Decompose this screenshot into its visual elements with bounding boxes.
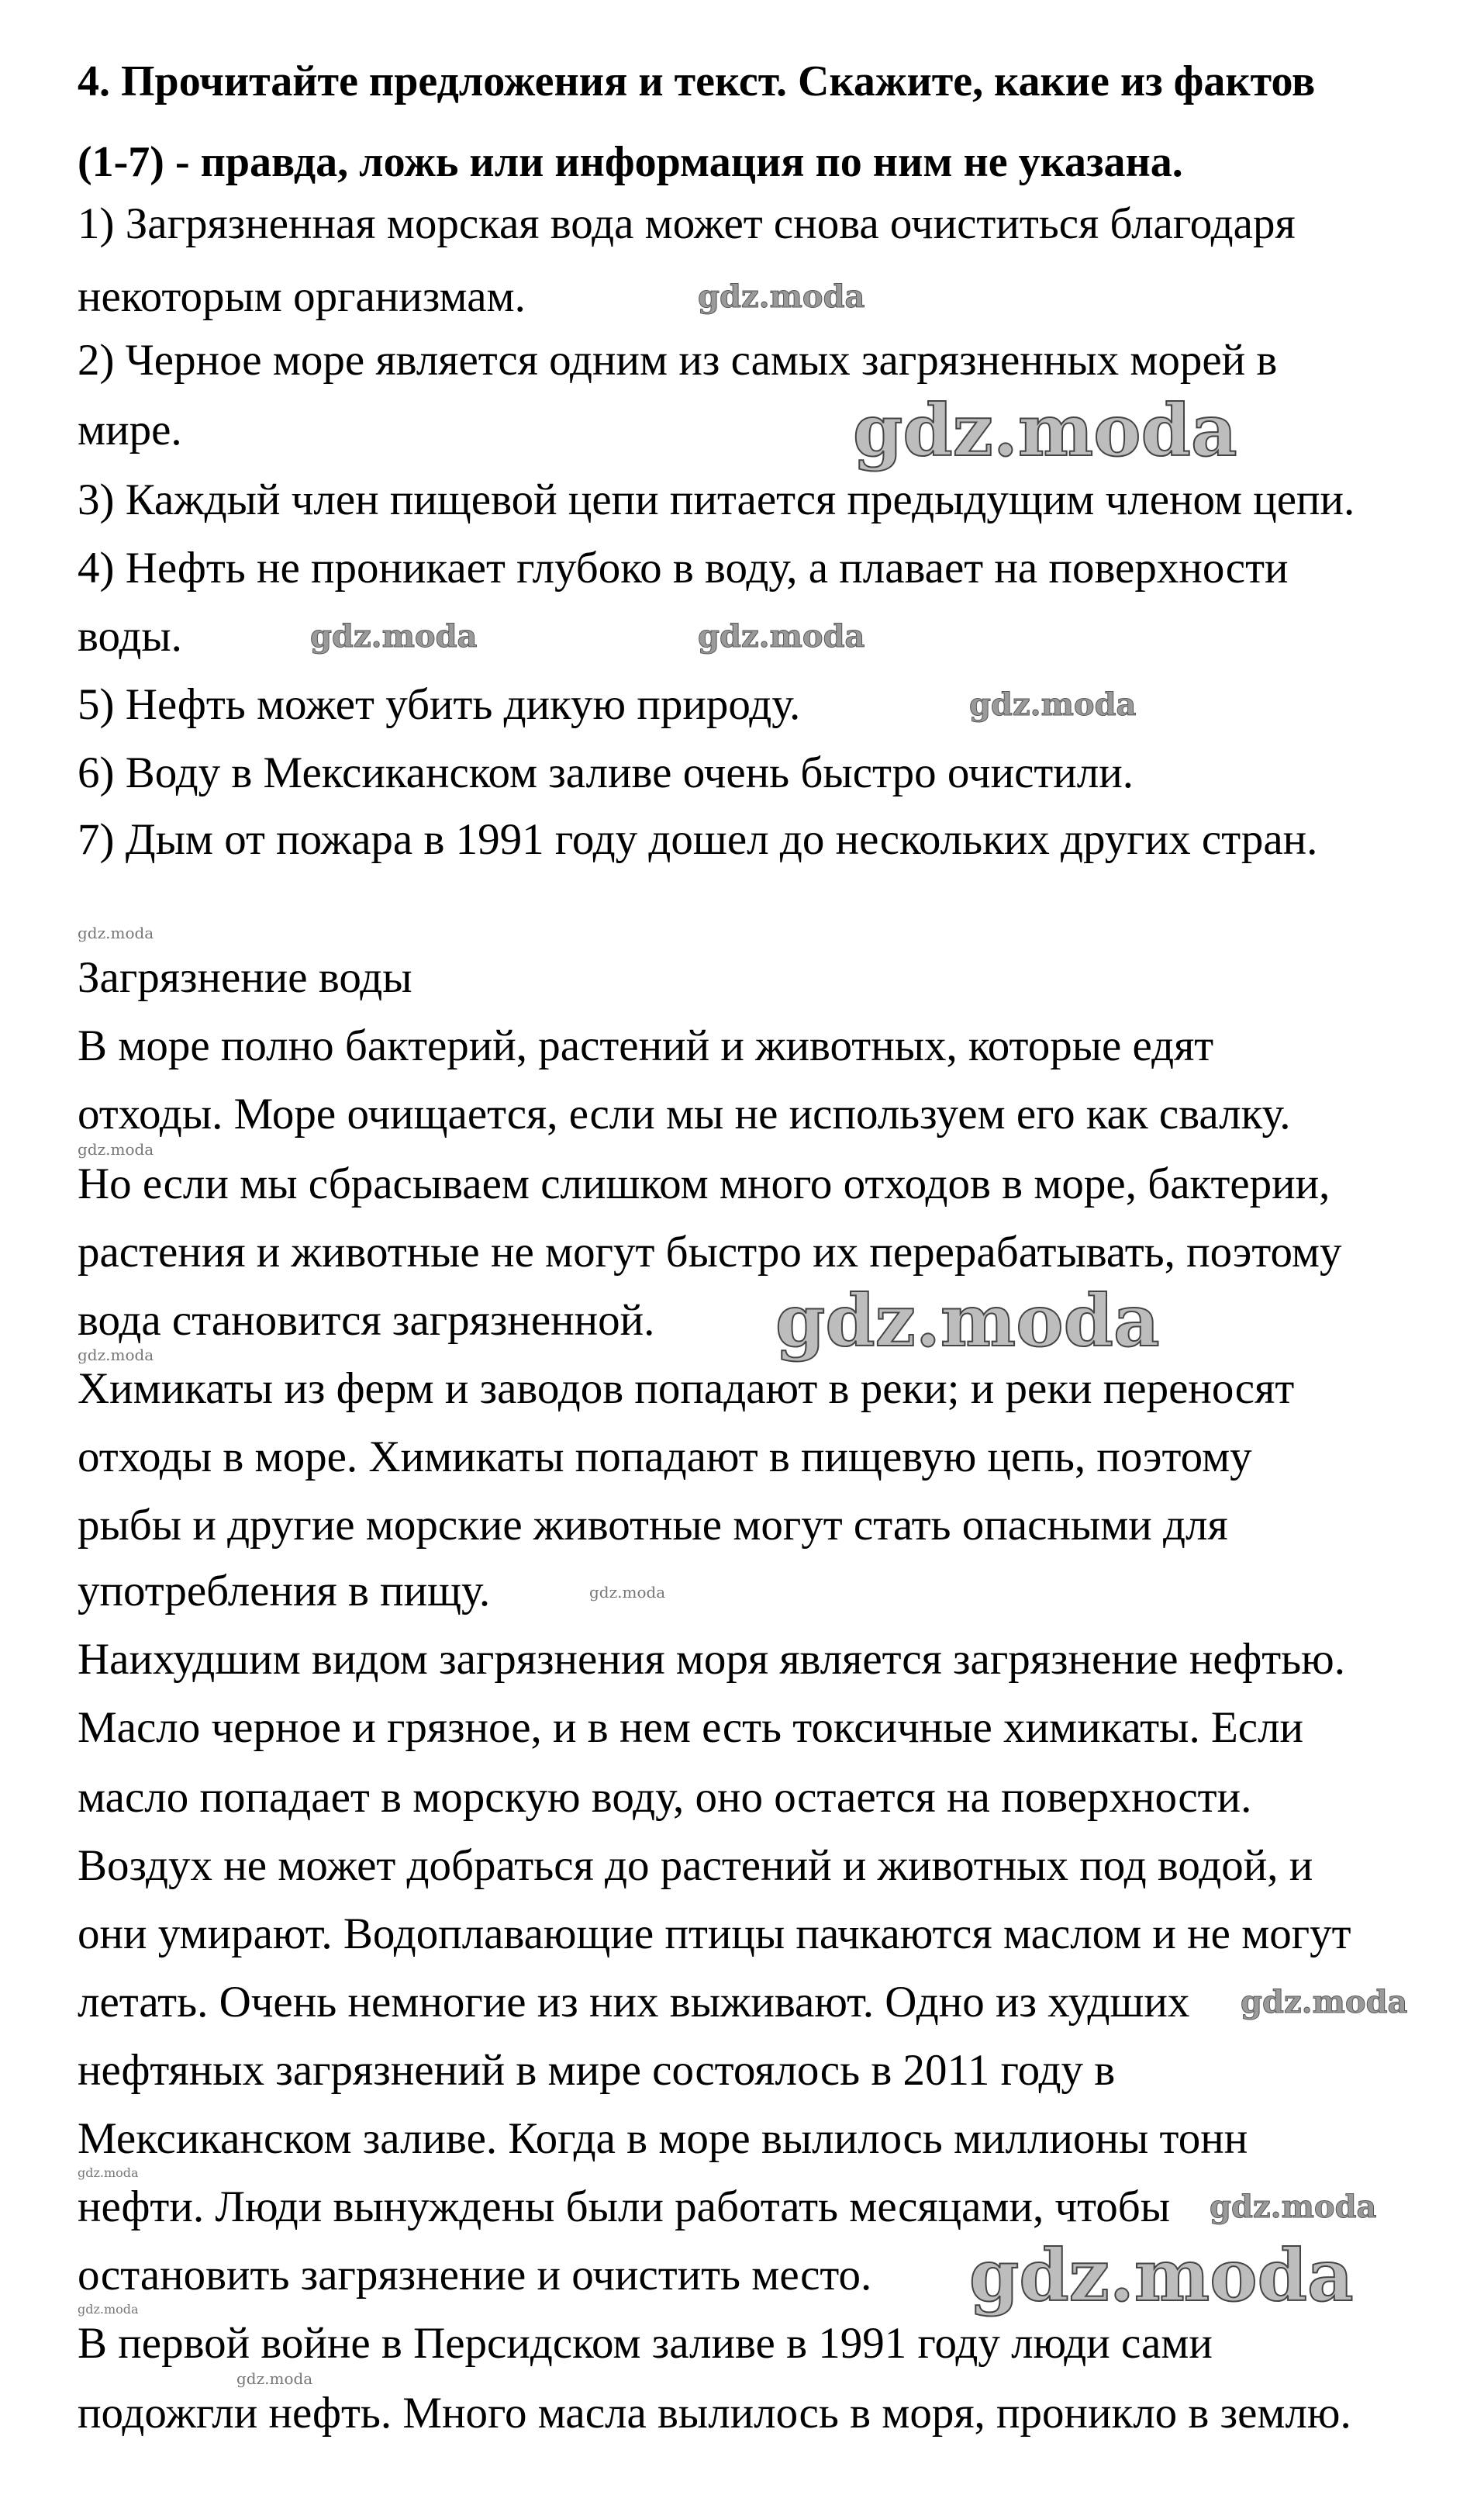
text-line: Мексиканском заливе. Когда в море вылилось миллионы тонн xyxy=(78,2114,1248,2163)
statement-line: 6) Воду в Мексиканском заливе очень быстро очистили. xyxy=(78,748,1134,797)
text-line: летать. Очень немногие из них выживают. Одно из худших xyxy=(78,1978,1190,2027)
watermark: gdz.moda xyxy=(78,924,154,942)
watermark: gdz.moda xyxy=(236,2369,313,2388)
text-line: нефти. Люди вынуждены были работать месяцами, чтобы xyxy=(78,2182,1171,2231)
watermark: gdz.moda xyxy=(698,278,865,315)
statement-line: 3) Каждый член пищевой цепи питается предыдущим членом цепи. xyxy=(78,475,1355,524)
text-line: Химикаты из ферм и заводов попадают в реки; и реки переносят xyxy=(78,1364,1295,1413)
text-line: рыбы и другие морские животные могут стать опасными для xyxy=(78,1501,1228,1550)
text-line: отходы в море. Химикаты попадают в пищевую цепь, поэтому xyxy=(78,1432,1252,1481)
watermark: gdz.moda xyxy=(775,1279,1160,1363)
statement-line: 2) Черное море является одним из самых загрязненных морей в xyxy=(78,336,1278,385)
watermark: gdz.moda xyxy=(78,2302,139,2317)
watermark: gdz.moda xyxy=(698,618,865,655)
text-heading: Загрязнение воды xyxy=(78,953,412,1002)
text-line: В море полно бактерий, растений и животных, которые едят xyxy=(78,1021,1214,1070)
watermark: gdz.moda xyxy=(78,1346,154,1364)
text-line: подожгли нефть. Много масла вылилось в моря, проникло в землю. xyxy=(78,2389,1351,2438)
watermark: gdz.moda xyxy=(589,1583,666,1602)
watermark: gdz.moda xyxy=(78,1140,154,1159)
watermark: gdz.moda xyxy=(78,2165,139,2180)
watermark: gdz.moda xyxy=(1210,2189,1377,2225)
text-line: отходы. Море очищается, если мы не используем его как свалку. xyxy=(78,1090,1291,1139)
text-line: Наихудшим видом загрязнения моря является загрязнение нефтью. xyxy=(78,1635,1345,1684)
watermark: gdz.moda xyxy=(969,2234,1354,2317)
statement-line: некоторым организмам. xyxy=(78,272,526,321)
text-line: нефтяных загрязнений в мире состоялось в 2011 году в xyxy=(78,2046,1116,2095)
watermark: gdz.moda xyxy=(853,389,1237,472)
text-line: растения и животные не могут быстро их перерабатывать, поэтому xyxy=(78,1228,1342,1277)
text-line: В первой войне в Персидском заливе в 1991 году люди сами xyxy=(78,2319,1213,2368)
text-line: Но если мы сбрасываем слишком много отходов в море, бактерии, xyxy=(78,1159,1330,1208)
statement-line: 5) Нефть может убить дикую природу. xyxy=(78,680,801,729)
watermark: gdz.moda xyxy=(1241,1984,1408,2020)
text-line: вода становится загрязненной. xyxy=(78,1296,655,1345)
watermark: gdz.moda xyxy=(969,686,1137,723)
text-line: масло попадает в морскую воду, оно остается на поверхности. xyxy=(78,1773,1252,1822)
statement-line: 4) Нефть не проникает глубоко в воду, а плавает на поверхности xyxy=(78,544,1289,593)
statement-line: мире. xyxy=(78,406,182,454)
text-line: остановить загрязнение и очистить место. xyxy=(78,2251,872,2300)
text-line: Воздух не может добраться до растений и животных под водой, и xyxy=(78,1841,1313,1890)
text-line: Масло черное и грязное, и в нем есть токсичные химикаты. Если xyxy=(78,1703,1304,1752)
task-title-line-2: (1-7) - правда, ложь или информация по ним не указана. xyxy=(78,138,1183,186)
statement-line: воды. xyxy=(78,612,182,661)
watermark: gdz.moda xyxy=(310,618,478,655)
task-title-line-1: 4. Прочитайте предложения и текст. Скажите, какие из фактов xyxy=(78,57,1316,105)
statement-line: 1) Загрязненная морская вода может снова очиститься благодаря xyxy=(78,199,1296,248)
statement-line: 7) Дым от пожара в 1991 году дошел до нескольких других стран. xyxy=(78,815,1318,864)
text-line: они умирают. Водоплавающие птицы пачкаются маслом и не могут xyxy=(78,1909,1351,1958)
text-line: употребления в пищу. xyxy=(78,1567,491,1615)
